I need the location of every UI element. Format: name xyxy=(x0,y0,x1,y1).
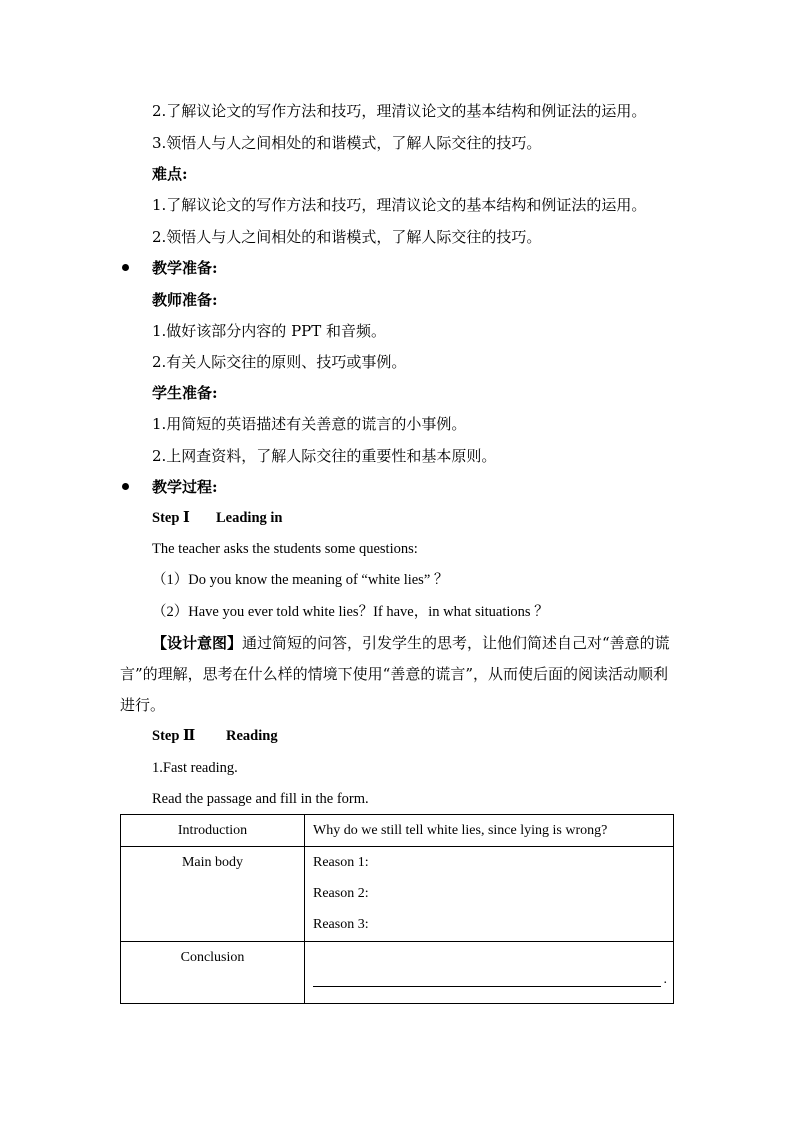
intro-value: Why do we still tell white lies, since lying is wrong? xyxy=(313,823,608,838)
bullet-icon xyxy=(122,483,129,490)
student-prep-heading: 学生准备: xyxy=(152,384,218,402)
reading-form-table xyxy=(120,814,674,1004)
intro-value-cell xyxy=(305,815,674,847)
conclusion-label: Conclusion xyxy=(121,942,305,1004)
conclusion-blank-line[interactable] xyxy=(313,972,667,987)
design-intent-tag: 【设计意图】 xyxy=(152,634,243,652)
teacher-prep-item-1: 1.做好该部分内容的 PPT 和音频。 xyxy=(152,322,387,340)
teacher-prep-heading: 教师准备: xyxy=(152,291,218,309)
teacher-prep-item-2: 2.有关人际交往的原则、技巧或事例。 xyxy=(152,353,407,371)
student-prep-item-2: 2.上网查资料，了解人际交往的重要性和基本原则。 xyxy=(152,447,497,465)
step2-sub-1: 1.Fast reading. xyxy=(152,760,238,776)
step2-instruction: Read the passage and fill in the form. xyxy=(152,791,369,807)
reason-1: Reason 1: xyxy=(313,855,369,870)
bullet-icon xyxy=(122,264,129,271)
table-row xyxy=(121,942,674,1004)
goal-item-2: 2.了解议论文的写作方法和技巧，理清议论文的基本结构和例证法的运用。 xyxy=(152,102,647,120)
reason-2: Reason 2: xyxy=(313,886,369,901)
step2-label: Step Ⅱ xyxy=(152,728,196,744)
difficulty-item-1: 1.了解议论文的写作方法和技巧，理清议论文的基本结构和例证法的运用。 xyxy=(152,196,647,214)
step1-intro: The teacher asks the students some questions: xyxy=(152,541,418,557)
difficulties-heading: 难点: xyxy=(152,165,188,183)
design-intent-text: 通过简短的问答，引发学生的思考，让他们简述自己对“善意的谎言”的理解，思考在什么样的情境下使用“善意的谎言”，从而使后面的阅读活动顺利进行。 xyxy=(120,634,670,714)
main-body-label: Main body xyxy=(121,847,305,942)
step2-title: Reading xyxy=(226,728,278,744)
conclusion-cell xyxy=(305,942,674,1004)
design-intent-paragraph xyxy=(120,628,680,721)
preparation-heading: 教学准备: xyxy=(152,259,218,277)
intro-label: Introduction xyxy=(121,815,305,847)
step1-label: Step Ⅰ xyxy=(152,510,190,526)
table-row xyxy=(121,815,674,847)
process-heading: 教学过程: xyxy=(152,478,218,496)
reason-3: Reason 3: xyxy=(313,917,369,932)
conclusion-period: . xyxy=(663,972,667,987)
step1-question-1: （1）Do you know the meaning of “white lies” ？ xyxy=(152,572,449,588)
student-prep-item-1: 1.用简短的英语描述有关善意的谎言的小事例。 xyxy=(152,415,467,433)
difficulty-item-2: 2.领悟人与人之间相处的和谐模式，了解人际交往的技巧。 xyxy=(152,228,542,246)
step1-title: Leading in xyxy=(216,510,283,526)
reasons-cell xyxy=(305,847,674,942)
goal-item-3: 3.领悟人与人之间相处的和谐模式，了解人际交往的技巧。 xyxy=(152,134,542,152)
table-row xyxy=(121,847,674,942)
step1-question-2: （2）Have you ever told white lies？If have，in what situations ？ xyxy=(152,604,549,620)
